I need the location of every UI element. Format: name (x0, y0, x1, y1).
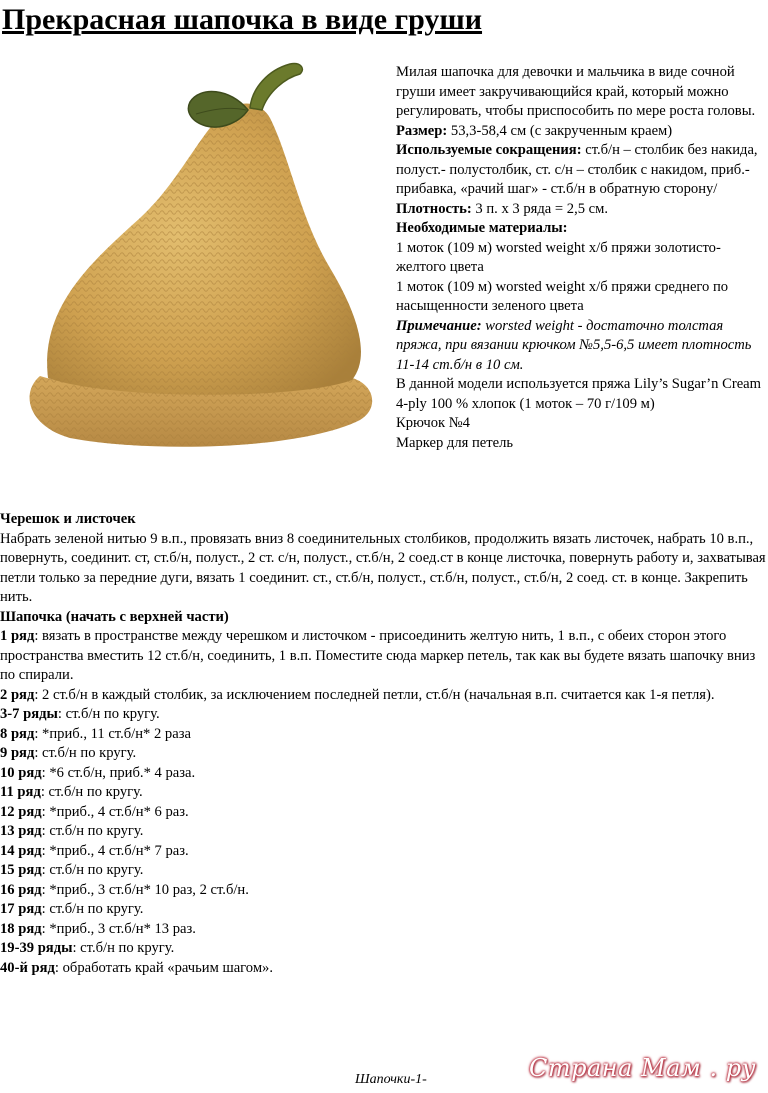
density-label: Плотность: (396, 200, 472, 217)
row-item (0, 627, 766, 686)
density-line (396, 200, 768, 220)
row-item (0, 686, 766, 706)
watermark-logo: Страна Мам . ру (529, 1054, 756, 1082)
row-item (0, 803, 766, 823)
page-title: Прекрасная шапочка в виде груши (2, 3, 483, 36)
row-label: 8 ряд (0, 725, 35, 742)
abbr-line (396, 141, 768, 200)
size-line (396, 122, 768, 142)
stem-heading: Черешок и листочек (0, 511, 136, 527)
row-label: 10 ряд (0, 764, 42, 781)
row-list (0, 627, 766, 978)
row-text: : ст.б/н по кругу. (34, 745, 137, 761)
description: Милая шапочка для девочки и мальчика в виде сочной груши имеет закручивающийся край, который можно регулировать, чтобы приспособить по мере роста головы. (396, 64, 756, 119)
row-item (0, 842, 766, 862)
row-text: : *приб., 4 ст.б/н* 7 раз. (41, 842, 189, 859)
row-item (0, 822, 766, 842)
material-item: 1 моток (109 м) worsted weight х/б пряжи золотисто-желтого цвета (396, 239, 721, 275)
yarn-line: В данной модели используется пряжа Lily’s Sugar’n Cream 4-ply 100 % хлопок (1 моток – 70 г/109 м) (396, 376, 762, 412)
row-label: 16 ряд (0, 881, 42, 898)
row-label: 13 ряд (0, 823, 42, 839)
hook-line: Крючок №4 (396, 415, 470, 431)
row-item (0, 920, 766, 940)
page-footer: Шапочки-1- (355, 1072, 427, 1087)
abbr-value: ст.б/н – столбик без накида, полуст.- полустолбик, ст. с/н – столбик с накидом, приб.- прибавка, «рачий шаг» - ст.б/н в обратную сторону/ (396, 142, 758, 197)
size-value: 53,3-58,4 см (с закрученным краем) (447, 122, 673, 139)
pear-hat-photo (0, 48, 384, 448)
density-value: 3 п. х 3 ряда = 2,5 см. (471, 200, 609, 217)
material-item: 1 моток (109 м) worsted weight х/б пряжи среднего по насыщенности зеленого цвета (396, 278, 729, 314)
hat-heading: Шапочка (начать с верхней части) (0, 608, 229, 625)
row-label: 1 ряд (0, 628, 35, 644)
row-item (0, 959, 766, 979)
row-label: 2 ряд (0, 686, 35, 703)
row-label: 17 ряд (0, 901, 42, 917)
row-item (0, 783, 766, 803)
note-label: Примечание: (396, 317, 482, 334)
row-item (0, 900, 766, 920)
size-label: Размер: (396, 122, 448, 139)
row-item (0, 861, 766, 881)
row-item (0, 939, 766, 959)
marker-line: Маркер для петель (396, 434, 514, 451)
row-text: : ст.б/н по кругу. (57, 706, 160, 722)
row-text: : обработать край «рачьим шагом». (54, 959, 274, 976)
row-text: : ст.б/н по кругу. (41, 901, 144, 917)
row-text: : ст.б/н по кругу. (40, 784, 143, 800)
instructions (0, 510, 766, 978)
row-label: 40-й ряд (0, 959, 55, 976)
row-item (0, 764, 766, 784)
row-text: : *6 ст.б/н, приб.* 4 раза. (41, 764, 196, 781)
row-text: : *приб., 3 ст.б/н* 13 раз. (41, 920, 196, 937)
row-item (0, 881, 766, 901)
row-label: 11 ряд (0, 784, 41, 800)
row-label: 14 ряд (0, 842, 42, 859)
row-label: 12 ряд (0, 803, 42, 820)
row-item (0, 705, 766, 725)
row-text: : вязать в пространстве между черешком и листочком - присоединить желтую нить, 1 в.п., с обеих сторон этого пространства вместить 12 ст.б/н, соединить, 1 в.п. Поместите сюда маркер петель, так как вы будете вязать шапочку вниз по спирали. (0, 628, 756, 683)
row-label: 19-39 ряды (0, 940, 73, 956)
row-item (0, 744, 766, 764)
row-text: : *приб., 3 ст.б/н* 10 раз, 2 ст.б/н. (41, 881, 249, 898)
row-text: : *приб., 11 ст.б/н* 2 раза (34, 725, 191, 742)
row-text: : ст.б/н по кругу. (72, 940, 175, 956)
note-line (396, 317, 768, 376)
row-text: : ст.б/н по кругу. (41, 823, 144, 839)
row-label: 18 ряд (0, 920, 42, 937)
row-label: 9 ряд (0, 745, 35, 761)
row-text: : *приб., 4 ст.б/н* 6 раз. (41, 803, 189, 820)
row-item (0, 725, 766, 745)
row-label: 3-7 ряды (0, 706, 58, 722)
row-text: : ст.б/н по кругу. (41, 862, 144, 878)
row-label: 15 ряд (0, 862, 42, 878)
note-value: worsted weight - достаточно толстая пряжа, при вязании крючком №5,5-6,5 имеет плотность 11-14 ст.б/н в 10 см. (396, 317, 752, 373)
materials-heading: Необходимые материалы: (396, 220, 568, 236)
row-text: : 2 ст.б/н в каждый столбик, за исключением последней петли, ст.б/н (начальная в.п. считается как 1-я петля). (34, 686, 715, 703)
stem-text: Набрать зеленой нитью 9 в.п., провязать вниз 8 соединительных столбиков, продолжить вязать листочек, набрать 10 в.п., повернуть, соединит. ст, ст.б/н, полуст., 2 ст. с/н, полуст., ст.б/н, 2 соед.ст в конце листочка, повернуть работу и, захватывая петли только за передние дуги, вязать 1 соединит. ст., ст.б/н, полуст., ст.б/н, полуст., ст.б/н, 2 соед. ст. в конце. Закрепить нить. (0, 530, 766, 605)
abbr-label: Используемые сокращения: (396, 142, 582, 158)
intro-section (396, 63, 768, 453)
